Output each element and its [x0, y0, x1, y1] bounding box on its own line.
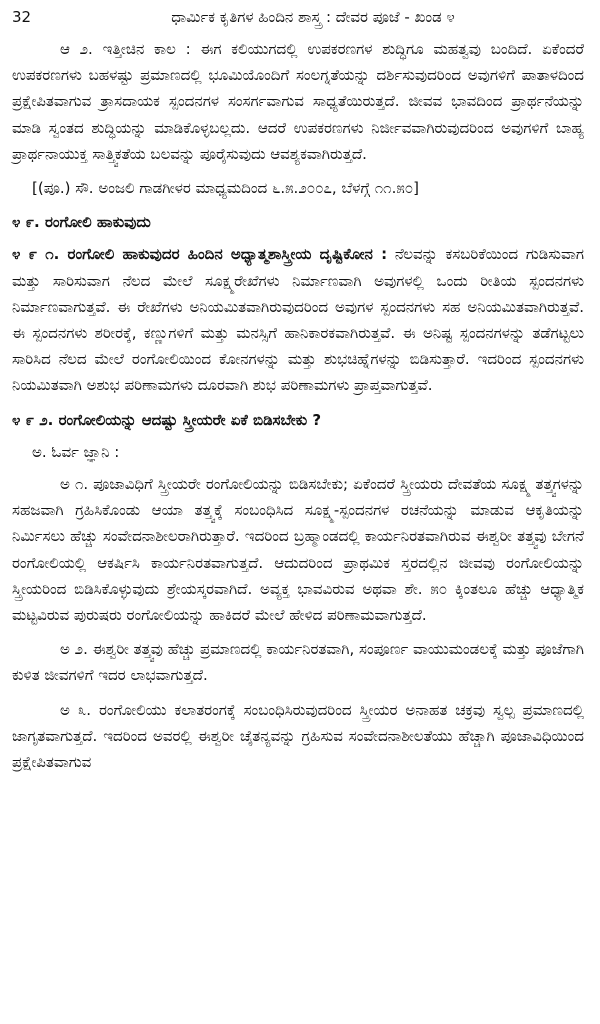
page-number: 32 — [12, 8, 32, 26]
paragraph-lead: ಆ ೨. ಇತ್ತೀಚಿನ ಕಾಲ : — [60, 40, 191, 58]
running-head-title: ಧಾರ್ಮಿಕ ಕೃತಿಗಳ ಹಿಂದಿನ ಶಾಸ್ತ್ರ : ದೇವರ ಪೂಜೆ - ಖಂಡ ೪ — [171, 8, 455, 26]
paragraph-spiritual-view — [12, 241, 584, 398]
running-head — [12, 6, 584, 28]
subsection-heading: ೪ ೯ ೧. ರಂಗೋಲಿ ಹಾಕುವುದರ ಹಿಂದಿನ ಅಧ್ಯಾತ್ಮಶಾಸ್ತ್ರೀಯ ದೃಷ್ಟಿಕೋನ : — [12, 245, 388, 264]
sub-heading-jnani: ಅ. ಓರ್ವ ಜ್ಞಾನಿ : — [32, 442, 120, 461]
paragraph-body: ಈಗ ಕಲಿಯುಗದಲ್ಲಿ ಉಪಕರಣಗಳ ಶುದ್ಧಿಗೂ ಮಹತ್ವವು ಬಂದಿದೆ. ಏಕೆಂದರೆ ಉಪಕರಣಗಳು ಬಹಳಷ್ಟು ಪ್ರಮಾಣದಲ್ಲಿ ಭೂಮಿಯೊಂದಿಗೆ ಸಂಲಗ್ನತೆಯನ್ನು ದರ್ಶಿಸುವುದರಿಂದ ಅವುಗಳಿಗೆ ಪಾತಾಳದಿಂದ ಪ್ರಕ್ಷೇಪಿತವಾಗುವ ತ್ರಾಸದಾಯಕ ಸ್ಪಂದನಗಳ ಸಂಸರ್ಗವಾಗುವ ಸಾಧ್ಯತೆಯಿರುತ್ತದೆ. ಜೀವವ ಭಾವದಿಂದ ಪ್ರಾರ್ಥನೆಯನ್ನು ಮಾಡಿ ಸ್ವಂತದ ಶುದ್ಧಿಯನ್ನು ಮಾಡಿಕೊಳ್ಳಬಲ್ಲದು. ಆದರೆ ಉಪಕರಣಗಳು ನಿರ್ಜೀವವಾಗಿರುವುದರಿಂದ ಅವುಗಳಿಗೆ ಬಾಹ್ಯ ಪ್ರಾರ್ಥನಾಯುಕ್ತ ಸಾತ್ತ್ವಿಕತೆಯ ಬಲವನ್ನು ಪೂರೈಸುವುದು ಆವಶ್ಯಕವಾಗಿರುತ್ತದೆ. — [12, 40, 584, 163]
subsection-heading-why-women: ೪ ೯ ೨. ರಂಗೋಲಿಯನ್ನು ಆದಷ್ಟು ಸ್ತ್ರೀಯರೇ ಏಕೆ ಬಿಡಿಸಬೇಕು ? — [12, 410, 322, 429]
paragraph-a1: ಅ ೧. ಪೂಜಾವಿಧಿಗೆ ಸ್ತ್ರೀಯರೇ ರಂಗೋಲಿಯನ್ನು ಬಿಡಿಸಬೇಕು; ಏಕೆಂದರೆ ಸ್ತ್ರೀಯರು ದೇವತೆಯ ಸೂಕ್ಷ್ಮ ತತ್ತ್ವಗಳನ್ನು ಸಹಜವಾಗಿ ಗ್ರಹಿಸಿಕೊಂಡು ಆಯಾ ತತ್ತ್ವಕ್ಕೆ ಸಂಬಂಧಿಸಿದ ಸೂಕ್ಷ್ಮ-ಸ್ಪಂದನಗಳ ರಚನೆಯನ್ನು ಮಾಡುವ ಆಕೃತಿಯನ್ನು ನಿರ್ಮಿಸಲು ಹೆಚ್ಚು ಸಂವೇದನಾಶೀಲರಾಗಿರುತ್ತಾರೆ. ಇದರಿಂದ ಬ್ರಹ್ಮಾಂಡದಲ್ಲಿ ಕಾರ್ಯನಿರತವಾಗಿರುವ ಈಶ್ವರೀ ತತ್ತ್ವವು ಬೇಗನೆ ರಂಗೋಲಿಯಲ್ಲಿ ಆಕರ್ಷಿಸಿ ಕಾರ್ಯನಿರತವಾಗುತ್ತದೆ. ಆದುದರಿಂದ ಪ್ರಾಥಮಿಕ ಸ್ತರದಲ್ಲಿನ ಜೀವವು ರಂಗೋಲಿಯನ್ನು ಸ್ತ್ರೀಯರಿಂದ ಬಿಡಿಸಿಕೊಳ್ಳುವುದು ಶ್ರೇಯಸ್ಕರವಾಗಿದೆ. ಅವ್ಯಕ್ತ ಭಾವವಿರುವ ಅಥವಾ ಶೇ. ೫೦ ಕ್ಕಿಂತಲೂ ಹೆಚ್ಚು ಆಧ್ಯಾತ್ಮಿಕ ಮಟ್ಟವಿರುವ ಪುರುಷರು ರಂಗೋಲಿಯನ್ನು ಹಾಕಿದರೆ ಮೇಲೆ ಹೇಳಿದ ಪರಿಣಾಮವಾಗುತ್ತದೆ. — [12, 475, 584, 625]
paragraph-a3: ಅ ೩. ರಂಗೋಲಿಯು ಕಲಾತರಂಗಕ್ಕೆ ಸಂಬಂಧಿಸಿರುವುದರಿಂದ ಸ್ತ್ರೀಯರ ಅನಾಹತ ಚಕ್ರವು ಸ್ವಲ್ಪ ಪ್ರಮಾಣದಲ್ಲಿ ಜಾಗೃತವಾಗುತ್ತದೆ. ಇದರಿಂದ ಅವರಲ್ಲಿ ಈಶ್ವರೀ ಚೈತನ್ಯವನ್ನು ಗ್ರಹಿಸುವ ಸಂವೇದನಾಶೀಲತೆಯು ಹೆಚ್ಚಾಗಿ ಪೂಜಾವಿಧಿಯಿಂದ ಪ್ರಕ್ಷೇಪಿತವಾಗುವ — [12, 700, 584, 772]
paragraph-a2: ಅ ೨. ಈಶ್ವರೀ ತತ್ತ್ವವು ಹೆಚ್ಚು ಪ್ರಮಾಣದಲ್ಲಿ ಕಾರ್ಯನಿರತವಾಗಿ, ಸಂಪೂರ್ಣ ವಾಯುಮಂಡಲಕ್ಕೆ ಮತ್ತು ಪೂಜೆಗಾಗಿ ಕುಳಿತ ಜೀವಗಳಿಗೆ ಇದರ ಲಾಭವಾಗುತ್ತದೆ. — [12, 640, 584, 685]
body-text — [12, 36, 584, 775]
paragraph-body: ನೆಲವನ್ನು ಕಸಬರಿಕೆಯಿಂದ ಗುಡಿಸುವಾಗ ಮತ್ತು ಸಾರಿಸುವಾಗ ನೆಲದ ಮೇಲೆ ಸೂಕ್ಷ್ಮರೇಖೆಗಳು ನಿರ್ಮಾಣವಾಗಿ ಅವುಗಳಲ್ಲಿ ಒಂದು ರೀತಿಯ ಸ್ಪಂದನಗಳು ನಿರ್ಮಾಣವಾಗುತ್ತವೆ. ಈ ರೇಖೆಗಳು ಅನಿಯಮಿತವಾಗಿರುವುದರಿಂದ ಅವುಗಳ ಸ್ಪಂದನಗಳು ಸಹ ಅನಿಯಮಿತವಾಗಿರುತ್ತವೆ. ಈ ಸ್ಪಂದನಗಳು ಶರೀರಕ್ಕೆ, ಕಣ್ಣುಗಳಿಗೆ ಮತ್ತು ಮನಸ್ಸಿಗೆ ಹಾನಿಕಾರಕವಾಗಿರುತ್ತವೆ. ಈ ಅನಿಷ್ಟ ಸ್ಪಂದನಗಳನ್ನು ತಡೆಗಟ್ಟಲು ಸಾರಿಸಿದ ನೆಲದ ಮೇಲೆ ರಂಗೋಲಿಯಿಂದ ಕೋನಗಳನ್ನು ಮತ್ತು ಶುಭಚಿಹ್ನೆಗಳನ್ನು ಬಿಡಿಸುತ್ತಾರೆ. ಇದರಿಂದ ಸ್ಪಂದನಗಳು ನಿಯಮಿತವಾಗಿ ಅಶುಭ ಪರಿಣಾಮಗಳು ದೂರವಾಗಿ ಶುಭ ಪರಿಣಾಮಗಳು ಪ್ರಾಪ್ತವಾಗುತ್ತವೆ. — [12, 245, 584, 395]
paragraph-recent-times — [12, 36, 584, 167]
citation: [(ಪೂ.) ಸೌ. ಅಂಜಲಿ ಗಾಡಗೀಳರ ಮಾಧ್ಯಮದಿಂದ ೬.೫.೨೦೦೭, ಬೆಳಗ್ಗೆ ೧೧.೫೦] — [32, 179, 420, 198]
section-heading-rangoli: ೪ ೯. ರಂಗೋಲಿ ಹಾಕುವುದು — [12, 213, 151, 232]
